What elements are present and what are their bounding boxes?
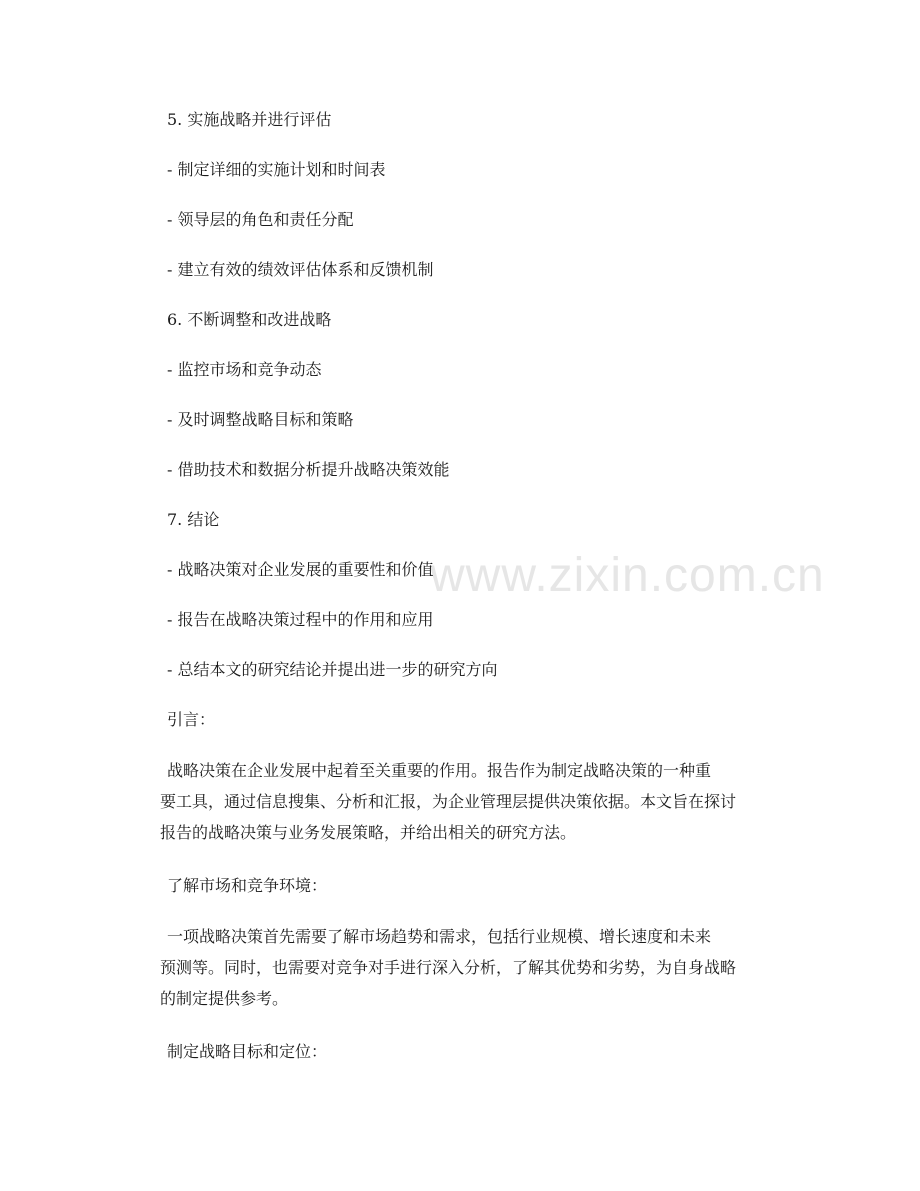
- list-item: - 总结本文的研究结论并提出进一步的研究方向: [167, 660, 498, 679]
- heading-intro: 引言：: [167, 710, 216, 729]
- list-item: - 借助技术和数据分析提升战略决策效能: [167, 460, 450, 479]
- list-item: - 领导层的角色和责任分配: [167, 210, 354, 229]
- list-item: - 监控市场和竞争动态: [167, 360, 322, 379]
- paragraph-line: 战略决策在企业发展中起着至关重要的作用。报告作为制定战略决策的一种重: [167, 761, 712, 780]
- list-item: - 制定详细的实施计划和时间表: [167, 160, 386, 179]
- paragraph-line: 一项战略决策首先需要了解市场趋势和需求，包括行业规模、增长速度和未来: [167, 927, 712, 946]
- list-item: - 报告在战略决策过程中的作用和应用: [167, 610, 434, 629]
- intro-paragraph: [160, 755, 753, 848]
- document-body: [160, 107, 753, 1089]
- heading-conclusion: 7. 结论: [167, 510, 220, 529]
- paragraph-line: 的制定提供参考。: [160, 989, 289, 1008]
- heading-market: 了解市场和竞争环境：: [167, 876, 328, 895]
- paragraph-line: 要工具，通过信息搜集、分析和汇报，为企业管理层提供决策依据。本文旨在探讨: [160, 792, 737, 811]
- list-item: - 建立有效的绩效评估体系和反馈机制: [167, 260, 434, 279]
- watermark: www.zixin.com.cn: [430, 549, 825, 602]
- heading-goal: 制定战略目标和定位：: [167, 1042, 328, 1061]
- heading-adjust: 6. 不断调整和改进战略: [167, 310, 332, 329]
- list-item: - 战略决策对企业发展的重要性和价值: [167, 560, 434, 579]
- market-paragraph: [160, 921, 753, 1014]
- list-item: - 及时调整战略目标和策略: [167, 410, 354, 429]
- heading-implement: 5. 实施战略并进行评估: [167, 110, 332, 129]
- paragraph-line: 预测等。同时，也需要对竞争对手进行深入分析，了解其优势和劣势，为自身战略: [160, 958, 737, 977]
- paragraph-line: 报告的战略决策与业务发展策略，并给出相关的研究方法。: [160, 823, 577, 842]
